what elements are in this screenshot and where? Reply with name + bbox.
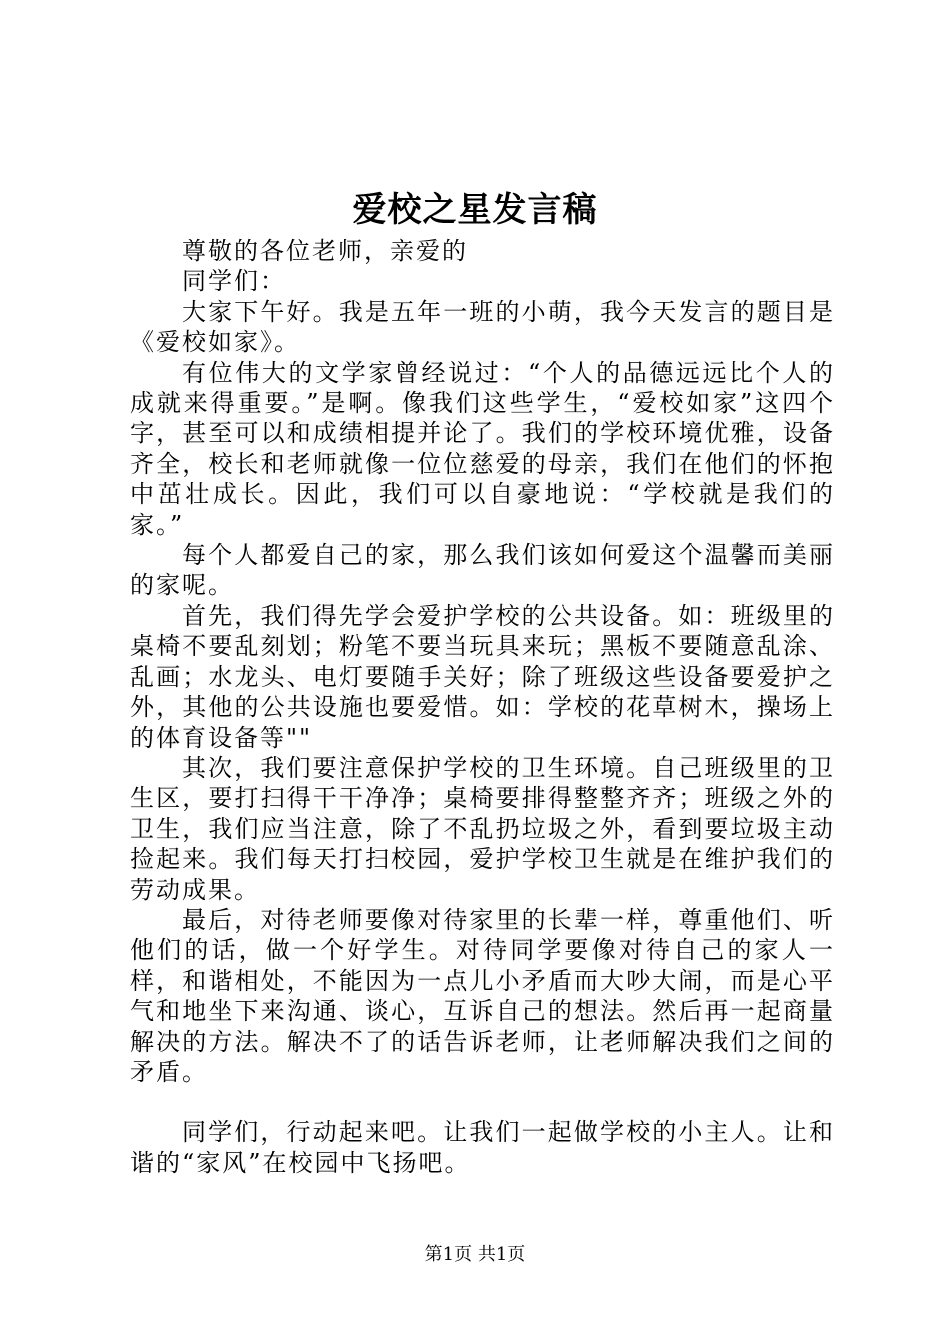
paragraph-second: 其次，我们要注意保护学校的卫生环境。自己班级里的卫生区，要打扫得干干净净；桌椅要排得整整齐齐；班级之外的卫生，我们应当注意，除了不乱扔垃圾之外，看到要垃圾主动捡起来。我们每天打扫校园，爱护学校卫生就是在维护我们的劳动成果。	[130, 753, 835, 904]
paragraph-intro: 大家下午好。我是五年一班的小萌，我今天发言的题目是《爱校如家》。	[130, 297, 835, 357]
paragraph-closing: 同学们，行动起来吧。让我们一起做学校的小主人。让和谐的“家风”在校园中飞扬吧。	[130, 1118, 835, 1177]
paragraph-salutation: 尊敬的各位老师，亲爱的	[182, 237, 468, 265]
paragraph-question: 每个人都爱自己的家，那么我们该如何爱这个温馨而美丽的家呢。	[130, 541, 835, 600]
paragraph-salutation-cont: 同学们：	[182, 267, 286, 296]
page-number-footer: 第1页 共1页	[424, 1244, 526, 1265]
document-title: 爱校之星发言稿	[352, 190, 598, 230]
paragraph-first: 首先，我们得先学会爱护学校的公共设备。如：班级里的桌椅不要乱刻划；粉笔不要当玩具来玩；黑板不要随意乱涂、乱画；水龙头、电灯要随手关好；除了班级这些设备要爱护之外，其他的公共设施也要爱惜。如：学校的花草树木，操场上的体育设备等""	[130, 601, 835, 752]
document-body	[130, 236, 835, 1178]
paragraph-last: 最后，对待老师要像对待家里的长辈一样，尊重他们、听他们的话，做一个好学生。对待同学要像对待自己的家人一样，和谐相处，不能因为一点儿小矛盾而大吵大闹，而是心平气和地坐下来沟通、谈心，互诉自己的想法。然后再一起商量解决的方法。解决不了的话告诉老师，让老师解决我们之间的矛盾。	[130, 905, 835, 1086]
paragraph-quote: 有位伟大的文学家曾经说过：“个人的品德远远比个人的成就来得重要。”是啊。像我们这些学生，“爱校如家”这四个字，甚至可以和成绩相提并论了。我们的学校环境优雅，设备齐全，校长和老师就像一位位慈爱的母亲，我们在他们的怀抱中茁壮成长。因此，我们可以自豪地说：“学校就是我们的家。”	[130, 358, 835, 539]
paragraph-gap	[130, 1087, 835, 1117]
